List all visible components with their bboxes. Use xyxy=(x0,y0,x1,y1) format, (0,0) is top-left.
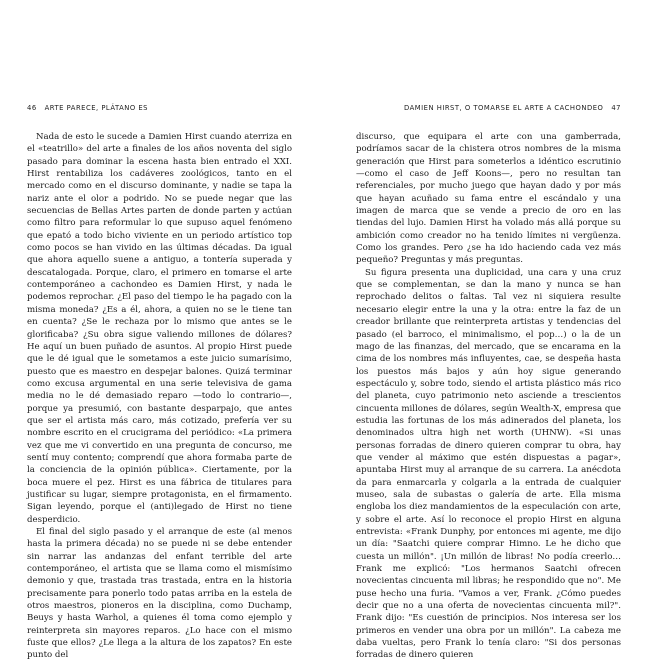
right-page-number: 47 xyxy=(611,104,621,112)
right-paragraph-1: discurso, que equipara el arte con una gamberrada, podríamos sacar de la chistera otros nombres de la misma generación que Hirst para someterlos a idéntico escrutinio —como el caso de Jeff Koons—, pero no resultan tan referenciales, por mucho juego que hayan dado y por más que hayan acuñado su fama entre el escándalo y una imagen de marca que se vende a precio de oro en las tiendas del lujo. Damien Hirst ha volado más allá porque su ambición como creador no ha tenido límites ni vergüenza. Como los grandes. Pero ¿se ha ido haciendo cada vez más pequeño? Preguntas y más preguntas. xyxy=(356,132,621,266)
left-page-header-text xyxy=(27,103,148,113)
right-page-body xyxy=(356,131,621,662)
left-paragraph-1: Nada de esto le sucede a Damien Hirst cuando aterriza en el «teatrillo» del arte a finales de los años noventa del siglo pasado para dominar la escena hasta bien entrado el XXI. Hirst rentabiliza los cadáveres zoológicos, tanto en el mercado como en el discurso dominante, y nadie se tapa la nariz ante el olor a podrido. No se puede negar que las secuencias de Bellas Artes parten de donde parten y actúan como filtro para reformular lo que supuso aquel fenómeno que epató a todo bicho viviente en un periodo artístico top como pocos se han vivido en las últimas décadas. Da igual que ahora aquello suene a antiguo, a tontería superada y descatalogada. Porque, claro, el primero en tomarse el arte contemporáneo a cachondeo es Damien Hirst, y nada le podemos reprochar. ¿El paso del tiempo le ha pagado con la misma moneda? ¿Es a él, ahora, a quien no se le tiene tan en cuenta? ¿Se le rechaza por lo mismo que antes se le glorificaba? ¿Su obra sigue valiendo millones de dólares? He aquí un buen puñado de asuntos. Al propio Hirst puede que le dé igual que le sometamos a este juicio sumarísimo, puesto que es maestro en despejar balones. Quizá terminar como excusa argumental en una serie televisiva de gama media no le dé demasiado reparo —todo lo contrario—, porque ya presumió, con bastante desparpajo, que antes que ser el artista más caro, más cotizado, prefería ver su nombre escrito en el crucigrama del periódico: «La primera vez que me vi convertido en una pregunta de concurso, me sentí muy contento; comprendí que ahora formaba parte de la conciencia de la opinión pública». Ciertamente, por la boca muere el pez. Hirst es una fábrica de titulares para justificar su lugar, siempre protagonista, en el firmamento. Sigan leyendo, porque el (anti)legado de Hirst no tiene desperdicio. xyxy=(27,132,292,525)
right-page xyxy=(356,103,621,662)
left-running-title: ARTE PARECE, PLÁTANO ES xyxy=(44,104,148,112)
left-paragraph-2: El final del siglo pasado y el arranque de este (al menos hasta la primera década) no se puede ni se debe entender sin narrar las andanzas del enfant terrible del arte contemporáneo, el artista que se llama como el mismísimo demonio y que, trastada tras trastada, entra en la historia precisamente para ponerlo todo patas arriba en la estela de otros maestros, pioneros en la disciplina, como Duchamp, Beuys y hasta Warhol, a quienes él toma como ejemplo y reinterpreta sin mayores reparos. ¿Lo hace con el mismo fuste que ellos? ¿Le llega a la altura de los zapatos? En este punto del xyxy=(27,527,292,661)
left-page-body xyxy=(27,131,292,662)
right-page-header-text xyxy=(404,103,621,113)
right-running-title: DAMIEN HIRST, O TOMARSE EL ARTE A CACHONDEO xyxy=(404,104,604,112)
left-page-number: 46 xyxy=(27,104,37,112)
left-page-header xyxy=(27,103,292,113)
right-paragraph-2: Su figura presenta una duplicidad, una cara y una cruz que se complementan, se dan la mano y nunca se han reprochado delitos o faltas. Tal vez ni siquiera resulte necesario elegir entre la una y la otra: entre la faz de un creador brillante que reinterpreta artistas y tendencias del pasado (el barroco, el minimalismo, el pop…) o la de un mago de las finanzas, del mercado, que se encarama en la cima de los nombres más influyentes, cae, se despeña hasta los puestos más bajos y aún hoy sigue generando espectáculo y, sobre todo, siendo el artista plástico más rico del planeta, cuyo patrimonio neto asciende a trescientos cincuenta millones de dólares, según Wealth-X, empresa que estudia las fortunas de los más adinerados del planeta, los denominados ultra high net worth (UHNW). «Si unas personas forradas de dinero quieren comprar tu obra, hay que vender al máximo que estén dispuestas a pagar», apuntaba Hirst muy al arranque de su carrera. La anécdota da para enmarcarla y colgarla a la entrada de cualquier museo, sala de subastas o galería de arte. Ella misma engloba los diez mandamientos de la especulación con arte, y sobre el arte. Así lo reconoce el propio Hirst en alguna entrevista: «Frank Dunphy, por entonces mi agente, me dijo un día: "Saatchi quiere comprar Himno. Le he dicho que cuesta un millón". ¡Un millón de libras! No podía creerlo… Frank me explicó: "Los hermanos Saatchi ofrecen novecientas cincuenta mil libras; he respondido que no". Me puse hecho una furia. "Vamos a ver, Frank. ¿Cómo puedes decir que no a una oferta de novecientas cincuenta mil?". Frank dijo: "Es cuestión de principios. Nos interesa ser los primeros en vender una obra por un millón". La cabeza me daba vueltas, pero Frank lo tenía claro: "Si dos personas forradas de dinero quieren xyxy=(356,267,622,661)
right-page-header xyxy=(356,103,621,113)
left-page xyxy=(27,103,292,662)
